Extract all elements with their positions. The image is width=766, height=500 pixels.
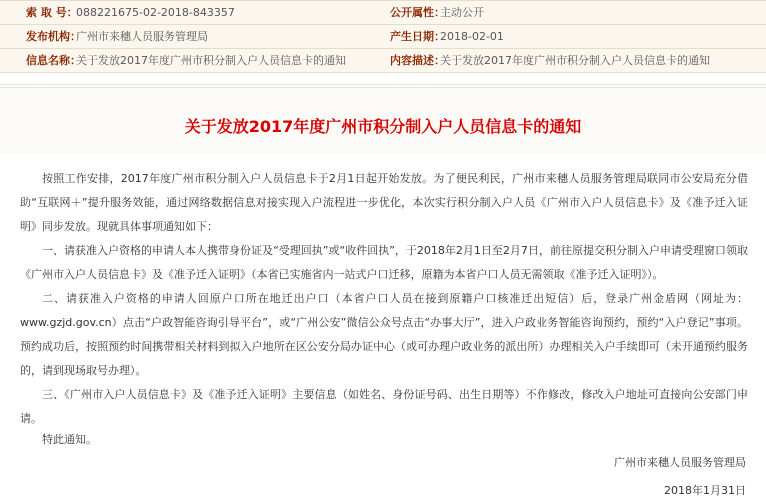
index-value: 088221675-02-2018-843357 — [76, 6, 235, 19]
metadata-row-name — [0, 49, 766, 73]
issuer-value: 广州市来穗人员服务管理局 — [76, 30, 208, 43]
signature-date: 2018年1月31日 — [664, 484, 746, 497]
name-label: 信息名称： — [26, 54, 81, 67]
paragraph-item-1: 一、请获准入户资格的申请人本人携带身份证及“受理回执”或“收件回执”，于2018年2月1日至2月7日，前往原提交积分制入户申请受理窗口领取《广州市入户人员信息卡》及《准予迁入证明》（本省已实施省内一站式户口迁移，原籍为本省户口人员无需领取《准予迁入证明》）。 — [20, 244, 748, 281]
paragraph-item-2: 二、请获准入户资格的申请人回原户口所在地迁出户口（本省户口人员在接到原籍户口核准迁出短信）后，登录广州金盾网（网址为：www.gzjd.gov.cn）点击“户政智能咨询引导平台”，或“广州公安”微信公众号点击“办事大厅”，进入户政业务智能咨询预约，预约“入户登记”事项。预约成功后，按照预约时间携带相关材料到拟入户地所在区公安分局办证中心（或可办理户政业务的派出所）办理相关入户手续即可（未开通预约服务的，请到现场取号办理）。 — [20, 292, 748, 377]
issuer-label: 发布机构： — [26, 30, 81, 43]
name-value: 关于发放2017年度广州市积分制入户人员信息卡的通知 — [76, 54, 346, 67]
date-label: 产生日期： — [390, 30, 445, 43]
index-label: 索 取 号： — [26, 6, 78, 19]
description-value: 关于发放2017年度广州市积分制入户人员信息卡的通知 — [440, 54, 710, 67]
title-top-rule — [0, 84, 766, 85]
paragraph-item-3: 三、《广州市入户人员信息卡》及《准予迁入证明》主要信息（如姓名、身份证号码、出生日期等）不作修改，修改入户地址可直接向公安部门申请。 — [20, 388, 748, 425]
disclosure-value: 主动公开 — [440, 6, 484, 19]
document-title: 关于发放2017年度广州市积分制入户人员信息卡的通知 — [184, 116, 582, 136]
disclosure-label: 公开属性： — [390, 6, 445, 19]
metadata-table — [0, 0, 766, 73]
date-value: 2018-02-01 — [440, 30, 504, 43]
paragraph-intro: 按照工作安排，2017年度广州市积分制入户人员信息卡于2月1日起开始发放。为了便民利民，广州市来穗人员服务管理局联同市公安局充分借助“互联网＋”提升服务效能，通过网络数据信息对接实现入户流程进一步优化，本次实行积分制入户人员《广州市入户人员信息卡》及《准予迁入证明》同步发放。现就具体事项通知如下： — [20, 172, 748, 233]
title-second-rule — [0, 87, 766, 88]
metadata-row-issuer — [0, 25, 766, 49]
description-label: 内容描述： — [390, 54, 445, 67]
paragraph-closing: 特此通知。 — [42, 433, 97, 446]
metadata-row-index — [0, 1, 766, 25]
issuer-signature: 广州市来穗人员服务管理局 — [614, 456, 746, 469]
